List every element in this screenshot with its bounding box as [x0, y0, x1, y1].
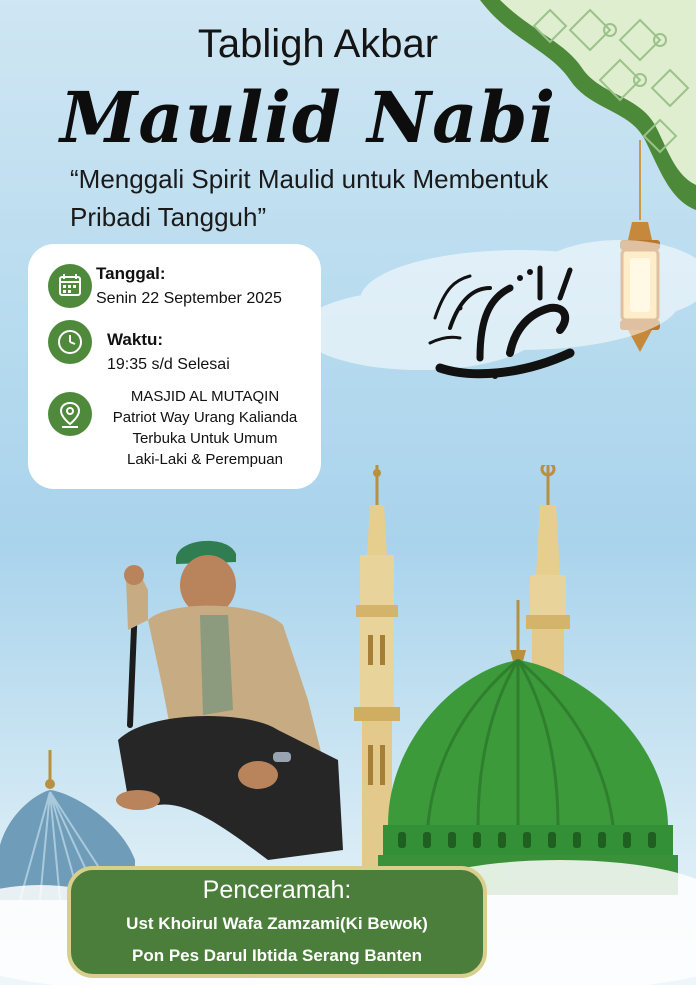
event-tagline	[70, 160, 590, 236]
speaker-affiliation: Pon Pes Darul Ibtida Serang Banten	[131, 946, 422, 965]
event-main-title: Maulid Nabi	[59, 76, 557, 159]
event-type-title: Tabligh Akbar	[197, 22, 439, 66]
time-label: Waktu:	[107, 330, 164, 349]
date-value: Senin 22 September 2025	[96, 290, 282, 307]
tagline-line-1: “Menggali Spirit Maulid untuk Membentuk	[70, 164, 549, 194]
location-line: Laki-Laki & Perempuan	[127, 451, 283, 468]
calendar-icon	[48, 264, 92, 308]
clock-icon	[48, 320, 92, 364]
speaker-photo	[108, 530, 348, 870]
location-line: MASJID AL MUTAQIN	[130, 388, 280, 405]
speaker-label: Penceramah:	[202, 876, 352, 904]
speaker-name: Ust Khoirul Wafa Zamzami(Ki Bewok)	[126, 914, 428, 933]
location-pin-icon	[48, 392, 92, 436]
calligraphy-icon	[420, 258, 590, 388]
location-line: Terbuka Untuk Umum	[132, 430, 278, 447]
date-label: Tanggal:	[96, 264, 166, 283]
time-value: 19:35 s/d Selesai	[107, 356, 230, 373]
location-block	[90, 386, 320, 470]
tagline-line-2: Pribadi Tangguh”	[70, 202, 267, 232]
location-line: Patriot Way Urang Kalianda	[112, 409, 298, 426]
